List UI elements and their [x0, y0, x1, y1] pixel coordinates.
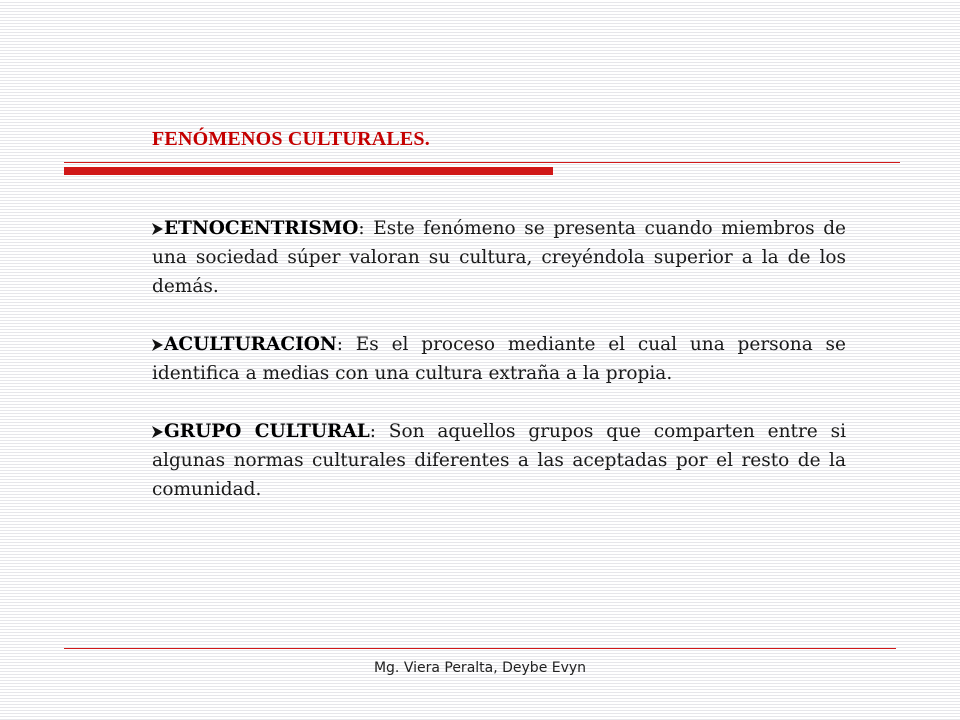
term-description: : Es el proceso mediante el cual una persona se identifica a medias con una cultura extraña a la propia.: [152, 334, 846, 384]
bullet-item-grupo-cultural: [152, 417, 846, 504]
slide-title: FENÓMENOS CULTURALES.: [152, 128, 430, 150]
term-label: GRUPO CULTURAL: [164, 421, 370, 442]
bullet-item-etnocentrismo: [152, 214, 846, 301]
term-label: ACULTURACION: [164, 334, 337, 355]
bullet-item-aculturacion: [152, 330, 846, 388]
term-description: : Son aquellos grupos que comparten entre si algunas normas culturales diferentes a las aceptadas por el resto de la comunidad.: [152, 421, 846, 500]
footer-divider: [64, 648, 896, 649]
arrowhead-bullet-icon: [152, 223, 163, 235]
title-divider-thin: [64, 162, 900, 163]
title-divider-thick: [64, 167, 553, 175]
term-description: : Este fenómeno se presenta cuando miembros de una sociedad súper valoran su cultura, creyéndola superior a la de los demás.: [152, 218, 846, 297]
arrowhead-bullet-icon: [152, 426, 163, 438]
slide-body: [152, 214, 846, 533]
term-label: ETNOCENTRISMO: [164, 218, 359, 239]
arrowhead-bullet-icon: [152, 339, 163, 351]
footer-author: Mg. Viera Peralta, Deybe Evyn: [373, 660, 587, 676]
